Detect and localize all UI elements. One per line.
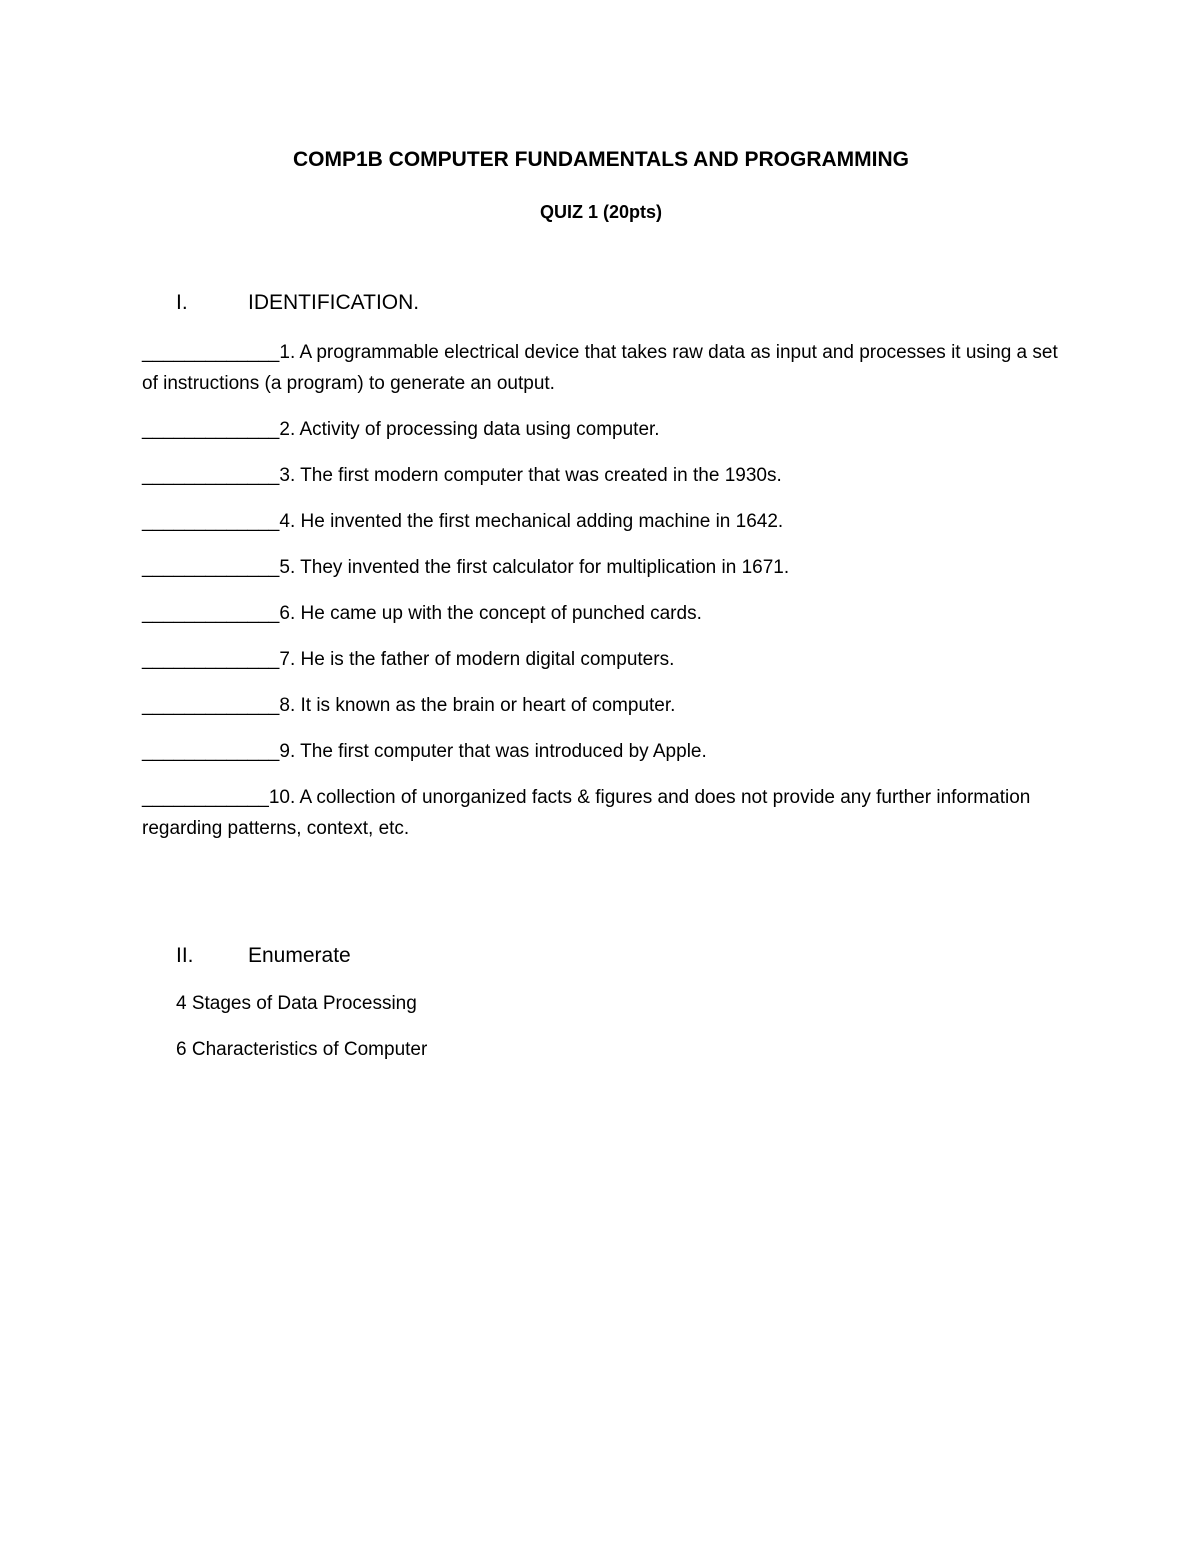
list-item [142, 644, 1060, 675]
question-text: 1. A programmable electrical device that takes raw data as input and processes it using a set of instructions (a program) to generate an output. [142, 342, 1058, 394]
answer-blank: _____________ [142, 557, 280, 578]
section-heading-text: IDENTIFICATION. [248, 291, 420, 314]
question-text: 7. He is the father of modern digital computers. [279, 649, 675, 670]
question-text: 4. He invented the first mechanical adding machine in 1642. [279, 511, 784, 532]
section-heading-text: Enumerate [248, 944, 351, 967]
answer-blank: _____________ [142, 511, 280, 532]
list-item [142, 598, 1060, 629]
answer-blank: _____________ [142, 603, 280, 624]
list-item: 6 Characteristics of Computer [176, 1039, 428, 1060]
enumerate-list [142, 988, 1060, 1065]
list-item [142, 506, 1060, 537]
list-item [142, 337, 1060, 399]
question-text: 5. They invented the first calculator for multiplication in 1671. [279, 557, 790, 578]
section-numeral: I. [176, 291, 188, 314]
list-item [142, 690, 1060, 721]
section-numeral: II. [176, 944, 194, 967]
answer-blank: _____________ [142, 649, 280, 670]
document-subtitle: QUIZ 1 (20pts) [539, 202, 663, 222]
list-item [142, 552, 1060, 583]
question-text: 8. It is known as the brain or heart of computer. [279, 695, 676, 716]
section-heading-enumerate [176, 944, 1060, 968]
identification-list [142, 337, 1060, 844]
list-item [142, 782, 1060, 844]
question-text: 3. The first modern computer that was created in the 1930s. [279, 465, 782, 486]
list-item [142, 414, 1060, 445]
answer-blank: _____________ [142, 741, 280, 762]
question-text: 6. He came up with the concept of punched cards. [279, 603, 702, 624]
question-text: 9. The first computer that was introduced by Apple. [279, 741, 707, 762]
list-item: 4 Stages of Data Processing [176, 993, 417, 1014]
answer-blank: ____________ [142, 787, 269, 808]
answer-blank: _____________ [142, 342, 280, 363]
question-text: 10. A collection of unorganized facts & figures and does not provide any further information regarding patterns, context, etc. [142, 787, 1031, 839]
answer-blank: _____________ [142, 465, 280, 486]
answer-blank: _____________ [142, 419, 280, 440]
section-heading-identification [176, 291, 1060, 315]
answer-blank: _____________ [142, 695, 280, 716]
question-text: 2. Activity of processing data using computer. [279, 419, 660, 440]
list-item [142, 736, 1060, 767]
document-title: COMP1B COMPUTER FUNDAMENTALS AND PROGRAMMING [293, 148, 909, 171]
list-item [142, 460, 1060, 491]
